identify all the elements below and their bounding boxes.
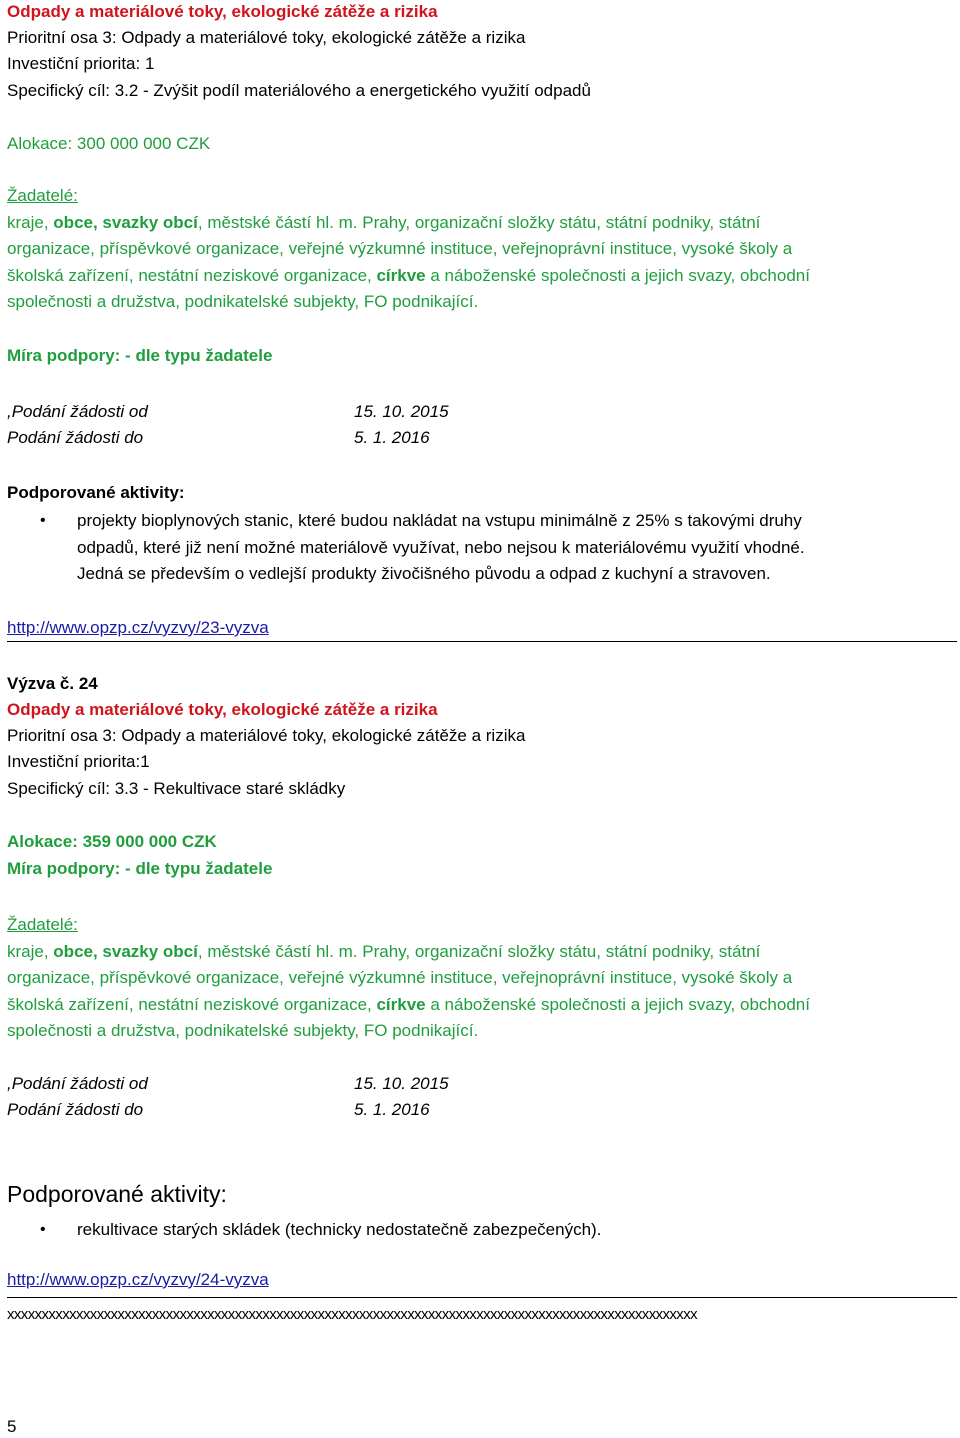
- applicants-line: společnosti a družstva, podnikatelské subjekty, FO podnikající.: [7, 1021, 479, 1040]
- submit-to-label: Podání žádosti do: [7, 428, 144, 447]
- support-rate: Míra podpory: - dle typu žadatele: [7, 859, 273, 878]
- activities-heading: Podporované aktivity:: [7, 483, 185, 502]
- applicants-line: společnosti a družstva, podnikatelské subjekty, FO podnikající.: [7, 292, 479, 311]
- applicants-line: školská zařízení, nestátní neziskové organizace, církve a náboženské společnosti a jejich svazy, obchodní: [7, 266, 810, 285]
- submit-from-date: 15. 10. 2015: [354, 402, 449, 421]
- activity-line: Jedná se především o vedlejší produkty živočišného původu a odpad z kuchyní a stravoven.: [77, 564, 771, 583]
- activity-line: rekultivace starých skládek (technicky nedostatečně zabezpečených).: [77, 1220, 602, 1239]
- allocation: Alokace: 359 000 000 CZK: [7, 832, 217, 851]
- investment-priority: Investiční priorita: 1: [7, 54, 155, 73]
- priority-axis: Prioritní osa 3: Odpady a materiálové toky, ekologické zátěže a rizika: [7, 726, 526, 745]
- page-number: 5: [7, 1417, 17, 1436]
- investment-priority: Investiční priorita:1: [7, 752, 150, 771]
- applicants-line: kraje, obce, svazky obcí, městské částí hl. m. Prahy, organizační složky státu, státní podniky, státní: [7, 942, 761, 961]
- call-number: Výzva č. 24: [7, 674, 98, 693]
- section-title: Odpady a materiálové toky, ekologické zátěže a rizika: [7, 700, 438, 719]
- applicants-line: organizace, příspěvkové organizace, veřejné výzkumné instituce, veřejnoprávní instituce, vysoké školy a: [7, 968, 793, 987]
- activities-heading: Podporované aktivity:: [7, 1181, 227, 1207]
- submit-to-date: 5. 1. 2016: [354, 428, 430, 447]
- activity-line: odpadů, které již není možné materiálově využívat, nebo nejsou k materiálovému využití vhodné.: [77, 538, 805, 557]
- separator-line: xxxxxxxxxxxxxxxxxxxxxxxxxxxxxxxxxxxxxxxxxxxxxxxxxxxxxxxxxxxxxxxxxxxxxxxxxxxxxxxxxxxxxxxxxxxxxxxxxxxx: [7, 1306, 698, 1323]
- submit-to-date: 5. 1. 2016: [354, 1100, 430, 1119]
- bullet-icon: •: [40, 1221, 46, 1238]
- specific-goal: Specifický cíl: 3.2 - Zvýšit podíl materiálového a energetického využití odpadů: [7, 81, 591, 100]
- submit-from-label: ,Podání žádosti od: [7, 402, 148, 421]
- allocation: Alokace: 300 000 000 CZK: [7, 134, 211, 153]
- applicants-heading: Žadatelé:: [7, 186, 78, 205]
- bullet-icon: •: [40, 512, 46, 529]
- priority-axis: Prioritní osa 3: Odpady a materiálové toky, ekologické zátěže a rizika: [7, 28, 526, 47]
- applicants-line: školská zařízení, nestátní neziskové organizace, církve a náboženské společnosti a jejich svazy, obchodní: [7, 995, 810, 1014]
- submit-from-label: ,Podání žádosti od: [7, 1074, 148, 1093]
- activity-line: projekty bioplynových stanic, které budou nakládat na vstupu minimálně z 25% s takovými druhy: [77, 511, 802, 530]
- applicants-line: kraje, obce, svazky obcí, městské částí hl. m. Prahy, organizační složky státu, státní podniky, státní: [7, 213, 761, 232]
- submit-to-label: Podání žádosti do: [7, 1100, 144, 1119]
- specific-goal: Specifický cíl: 3.3 - Rekultivace staré skládky: [7, 779, 346, 798]
- section-divider: [7, 641, 957, 642]
- call-link[interactable]: http://www.opzp.cz/vyzvy/24-vyzva: [7, 1270, 269, 1289]
- section-title: Odpady a materiálové toky, ekologické zátěže a rizika: [7, 2, 438, 21]
- support-rate: Míra podpory: - dle typu žadatele: [7, 346, 273, 365]
- section-divider: [7, 1297, 957, 1298]
- call-link[interactable]: http://www.opzp.cz/vyzvy/23-vyzva: [7, 618, 269, 637]
- submit-from-date: 15. 10. 2015: [354, 1074, 449, 1093]
- applicants-heading: Žadatelé:: [7, 915, 78, 934]
- applicants-line: organizace, příspěvkové organizace, veřejné výzkumné instituce, veřejnoprávní instituce, vysoké školy a: [7, 239, 793, 258]
